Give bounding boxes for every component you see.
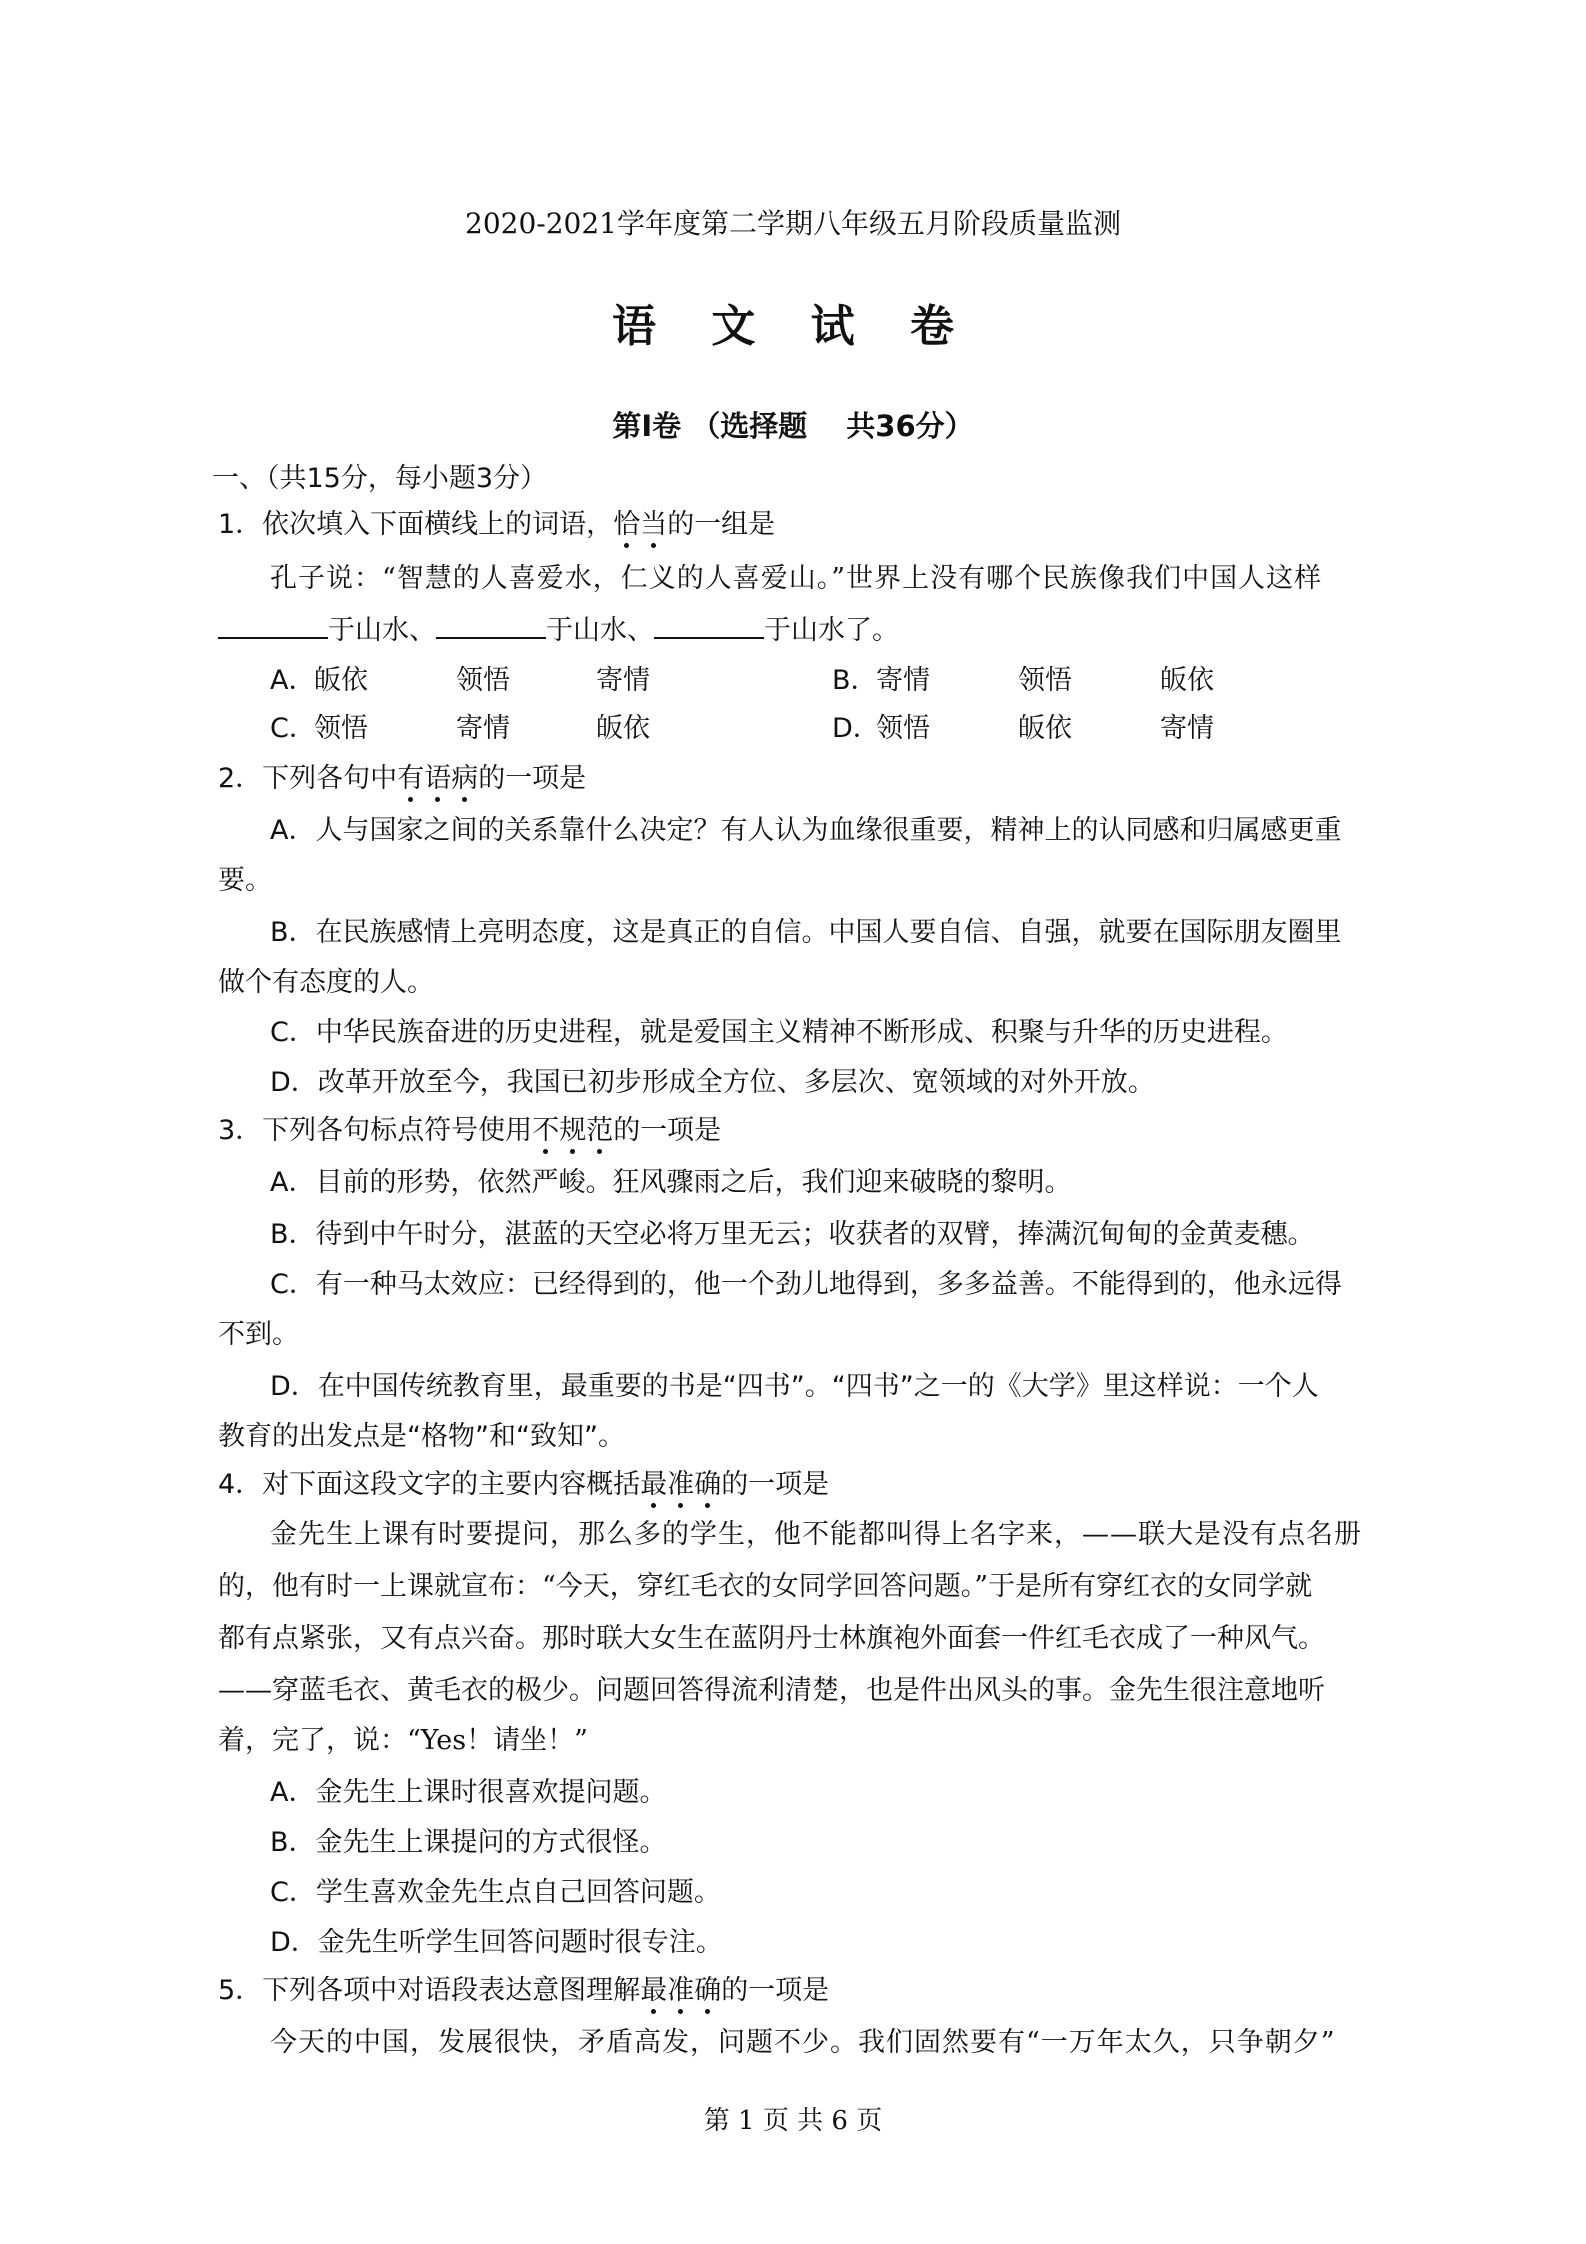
q1-option-b-letter: B． (832, 665, 878, 696)
q1-option-a-letter: A． (270, 665, 316, 696)
q1-option-c-word3: 皈依 (596, 713, 650, 744)
fill-blank-2 (436, 615, 546, 639)
q2-option-b-line-2: 做个有态度的人。 (218, 967, 434, 998)
section-heading: 一、（共15分，每小题3分） (212, 463, 548, 494)
q5-passage-line-1: 今天的中国，发展很快，矛盾高发，问题不少。我们固然要有“一万年太久，只争朝夕” (270, 2027, 1336, 2058)
fill-blank-1 (218, 615, 328, 639)
question-1-passage-line-1: 孔子说：“智慧的人喜爱水，仁义的人喜爱山。”世界上没有哪个民族像我们中国人这样 (270, 563, 1323, 594)
q4-option-b: B．金先生上课提问的方式很怪。 (270, 1827, 667, 1858)
q1-option-a-word1: 皈依 (314, 665, 368, 696)
emphasis-dots: 恰当 (613, 509, 668, 540)
q2-option-a-line-2: 要。 (218, 865, 272, 896)
q1-option-c-word2: 寄情 (456, 713, 510, 744)
q4-option-c: C．学生喜欢金先生点自己回答问题。 (270, 1877, 721, 1908)
part-heading: 第Ⅰ卷 （选择题 共36分） (612, 409, 974, 443)
question-1-stem: 1．依次填入下面横线上的词语，恰当的一组是 (218, 509, 776, 540)
q3-option-d-line-2: 教育的出发点是“格物”和“致知”。 (218, 1421, 625, 1452)
q1-option-d-word2: 皈依 (1018, 713, 1072, 744)
q2-option-d: D．改革开放至今，我国已初步形成全方位、多层次、宽领域的对外开放。 (270, 1067, 1155, 1098)
q2-option-b-line-1: B．在民族感情上亮明态度，这是真正的自信。中国人要自信、自强，就要在国际朋友圈里 (270, 917, 1342, 948)
emphasis-dots: 最准确 (640, 1975, 722, 2006)
page-footer: 第 1 页 共 6 页 (703, 2106, 883, 2136)
q2-option-a-line-1: A．人与国家之间的关系靠什么决定？有人认为血缘很重要，精神上的认同感和归属感更重 (270, 815, 1342, 846)
q2-option-c: C．中华民族奋进的历史进程，就是爱国主义精神不断形成、积聚与升华的历史进程。 (270, 1017, 1288, 1048)
q3-option-c-line-1: C．有一种马太效应：已经得到的，他一个劲儿地得到，多多益善。不能得到的，他永远得 (270, 1269, 1342, 1300)
q3-option-d-line-1: D．在中国传统教育里，最重要的书是“四书”。“四书”之一的《大学》里这样说：一个人 (270, 1371, 1319, 1402)
emphasis-dots: 不规范 (532, 1115, 614, 1146)
q3-option-c-line-2: 不到。 (218, 1319, 299, 1350)
q1-option-b-word2: 领悟 (1018, 665, 1072, 696)
q1-option-a-word2: 领悟 (456, 665, 510, 696)
question-4-stem: 4．对下面这段文字的主要内容概括最准确的一项是 (218, 1469, 830, 1500)
q4-passage-line-2: 的，他有时一上课就宣布：“今天，穿红毛衣的女同学回答问题。”于是所有穿红衣的女同学就 (218, 1571, 1313, 1602)
q4-option-a: A．金先生上课时很喜欢提问题。 (270, 1777, 667, 1808)
question-3-stem: 3．下列各句标点符号使用不规范的一项是 (218, 1115, 722, 1146)
exam-subtitle: 2020-2021学年度第二学期八年级五月阶段质量监测 (465, 207, 1121, 240)
q1-option-d-word3: 寄情 (1160, 713, 1214, 744)
q4-passage-line-4: ——穿蓝毛衣、黄毛衣的极少。问题回答得流利清楚，也是件出风头的事。金先生很注意地听 (218, 1675, 1325, 1706)
question-2-stem: 2．下列各句中有语病的一项是 (218, 763, 587, 794)
q4-option-d: D．金先生听学生回答问题时很专注。 (270, 1927, 723, 1958)
q4-passage-line-5: 着，完了，说：“Yes！请坐！” (218, 1725, 588, 1756)
question-5-stem: 5．下列各项中对语段表达意图理解最准确的一项是 (218, 1975, 830, 2006)
emphasis-dots: 有语病 (397, 763, 479, 794)
exam-title: 语 文 试 卷 (612, 301, 974, 352)
q1-option-b-word3: 皈依 (1160, 665, 1214, 696)
q1-option-a-word3: 寄情 (596, 665, 650, 696)
q1-option-c-word1: 领悟 (314, 713, 368, 744)
emphasis-dots: 最准确 (640, 1469, 722, 1500)
q4-passage-line-3: 都有点紧张，又有点兴奋。那时联大女生在蓝阴丹士林旗袍外面套一件红毛衣成了一种风气。 (218, 1623, 1325, 1654)
q3-option-a: A．目前的形势，依然严峻。狂风骤雨之后，我们迎来破晓的黎明。 (270, 1167, 1072, 1198)
q1-option-b-word1: 寄情 (876, 665, 930, 696)
q1-option-d-word1: 领悟 (876, 713, 930, 744)
question-1-passage-line-2: 于山水、 于山水、 于山水了。 (218, 608, 899, 647)
q1-option-d-letter: D． (832, 713, 880, 744)
q3-option-b: B．待到中午时分，湛蓝的天空必将万里无云；收获者的双臂，捧满沉甸甸的金黄麦穗。 (270, 1219, 1315, 1250)
q1-option-c-letter: C． (270, 713, 316, 744)
q4-passage-line-1: 金先生上课有时要提问，那么多的学生，他不能都叫得上名字来，——联大是没有点名册 (270, 1519, 1362, 1550)
fill-blank-3 (654, 615, 764, 639)
